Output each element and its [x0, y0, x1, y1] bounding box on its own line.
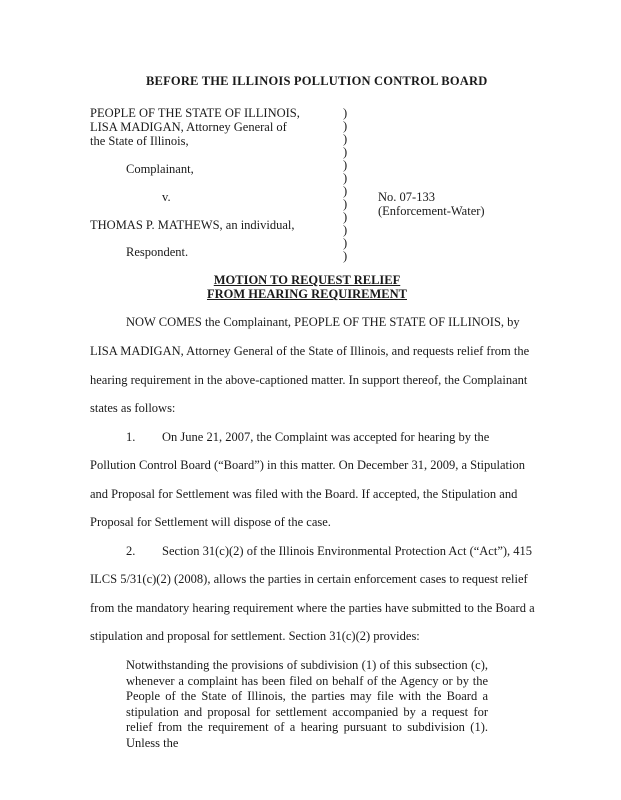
caption-paren-5: ) [343, 158, 348, 172]
plaintiff-line-1: PEOPLE OF THE STATE OF ILLINOIS, [90, 106, 300, 120]
caption-paren-10: ) [343, 223, 348, 237]
paragraph-1-number: 1. [126, 430, 136, 444]
plaintiff-line-2: LISA MADIGAN, Attorney General of [90, 120, 287, 134]
intro-line-1: NOW COMES the Complainant, PEOPLE OF THE STATE OF ILLINOIS, by [126, 315, 520, 329]
intro-line-3: hearing requirement in the above-captioned matter. In support thereof, the Complainant [90, 373, 528, 387]
defendant-name: THOMAS P. MATHEWS, an individual, [90, 218, 295, 232]
statute-block-quote: Notwithstanding the provisions of subdivision (1) of this subsection (c), whenever a complaint has been filed on behalf of the Agency or by the People of the State of Illinois, the parties may file with the Board a stipulation and proposal for settlement accompanied by a request for relief from the requirement of a hearing pursuant to subdivision (1). Unless the [126, 658, 488, 750]
caption-paren-9: ) [343, 210, 348, 224]
paragraph-2-line-3: from the mandatory hearing requirement where the parties have submitted to the Board a [90, 601, 535, 615]
intro-line-4: states as follows: [90, 401, 176, 415]
paragraph-2-line-2: ILCS 5/31(c)(2) (2008), allows the parties in certain enforcement cases to request relief [90, 572, 528, 586]
caption-paren-6: ) [343, 171, 348, 185]
caption-paren-11: ) [343, 236, 348, 250]
paragraph-2-line-1: Section 31(c)(2) of the Illinois Environmental Protection Act (“Act”), 415 [162, 544, 533, 558]
paragraph-1-line-2: Pollution Control Board (“Board”) in this matter. On December 31, 2009, a Stipulation [90, 458, 525, 472]
intro-line-2: LISA MADIGAN, Attorney General of the State of Illinois, and requests relief from the [90, 344, 530, 358]
paragraph-1-line-1: On June 21, 2007, the Complaint was accepted for hearing by the [162, 430, 490, 444]
caption-paren-4: ) [343, 145, 348, 159]
paragraph-2-line-4: stipulation and proposal for settlement. Section 31(c)(2) provides: [90, 629, 420, 643]
motion-title-line-1: MOTION TO REQUEST RELIEF [213, 273, 401, 287]
paragraph-1-line-4: Proposal for Settlement will dispose of the case. [90, 515, 331, 529]
motion-title-line-2: FROM HEARING REQUIREMENT [206, 287, 407, 301]
case-number: No. 07-133 [378, 190, 435, 204]
plaintiff-line-3: the State of Illinois, [90, 134, 189, 148]
case-type: (Enforcement-Water) [378, 204, 485, 218]
paragraph-2-number: 2. [126, 544, 136, 558]
caption-paren-8: ) [343, 197, 348, 211]
complainant-label: Complainant, [126, 162, 194, 176]
caption-paren-2: ) [343, 119, 348, 133]
caption-paren-1: ) [343, 106, 348, 120]
versus: v. [162, 190, 171, 204]
caption-paren-7: ) [343, 184, 348, 198]
caption-paren-3: ) [343, 132, 348, 146]
caption-paren-12: ) [343, 249, 348, 263]
board-title: BEFORE THE ILLINOIS POLLUTION CONTROL BOARD [146, 74, 488, 88]
paragraph-1-line-3: and Proposal for Settlement was filed with the Board. If accepted, the Stipulation and [90, 487, 518, 501]
respondent-label: Respondent. [126, 245, 189, 259]
